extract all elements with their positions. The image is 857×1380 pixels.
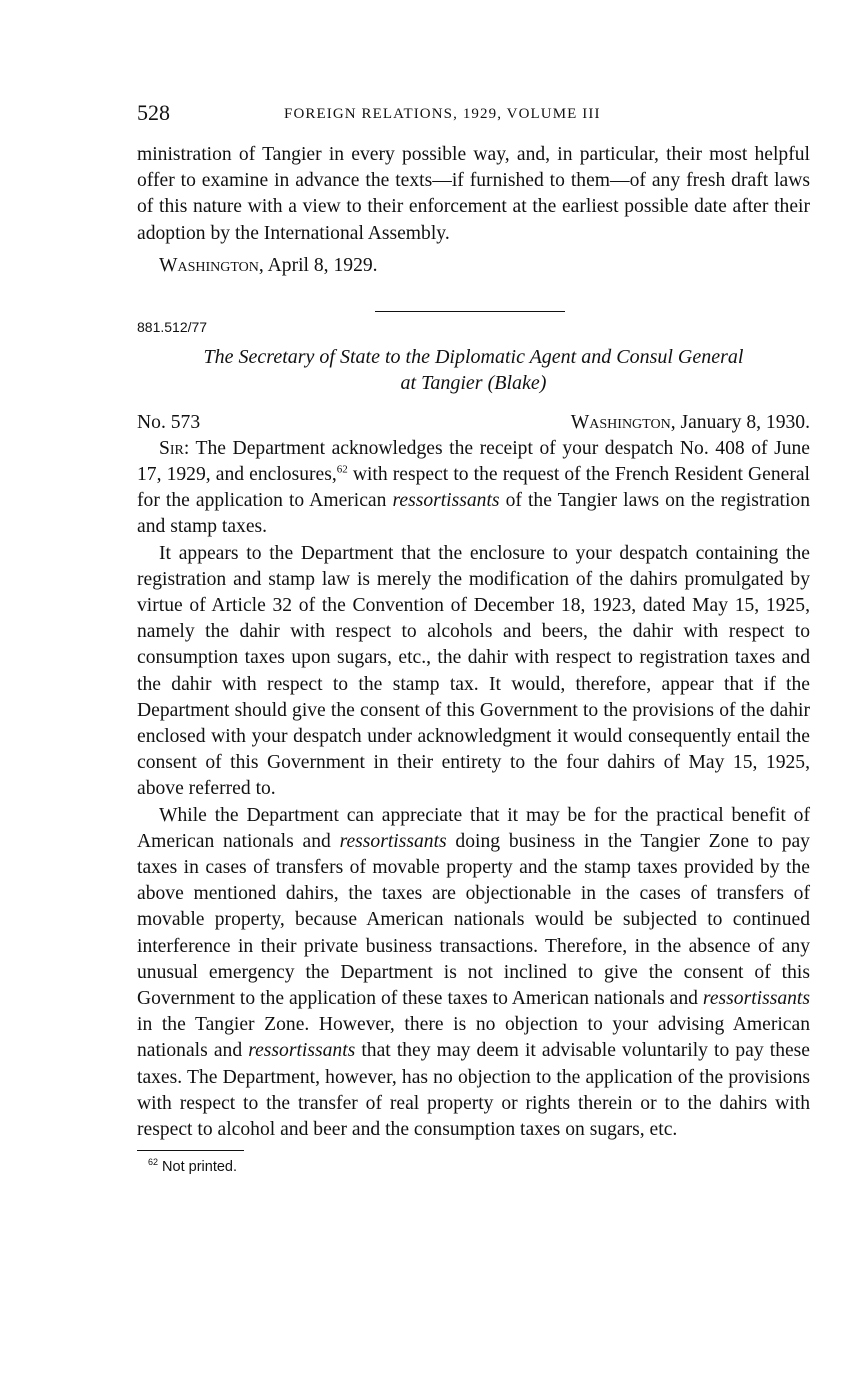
signature-line <box>159 253 810 279</box>
dateline-place: Washington <box>570 411 671 433</box>
section-divider <box>375 311 565 312</box>
dateline-place-date <box>571 410 810 436</box>
para3-text-1: While the Department can appreciate that it may be for the practical benefit of American nationals and <box>137 804 810 852</box>
footnote-reference: 62 <box>336 463 348 476</box>
document-title-line-1: The Secretary of State to the Diplomatic Agent and Consul General <box>203 345 744 368</box>
footnote-text: Not printed. <box>158 1159 238 1176</box>
dateline <box>137 410 810 436</box>
salutation: Sir <box>159 437 184 459</box>
page-number: 528 <box>137 100 170 125</box>
dateline-date: , January 8, 1930. <box>670 411 810 433</box>
para3-italic-term-3: ressortissants <box>248 1040 356 1062</box>
footnote-rule <box>137 1150 244 1151</box>
continuation-paragraph: ministration of Tangier in every possible way, and, in particular, their most helpful offer to examine in advance the texts—if furnished to them—of any fresh draft laws of this nature with a view to their enforcement at the earliest possible date after their adoption by the International Assembly. <box>137 144 810 244</box>
running-title: FOREIGN RELATIONS, 1929, VOLUME III <box>284 106 601 122</box>
para3-text-4: that they may deem it advisable voluntarily to pay these taxes. The Department, however, has no objection to the application of the provisions with respect to the transfer of real property or rights therein or to the dahirs with respect to alcohol and beer and the consumption taxes on sugars, etc. <box>137 1040 811 1141</box>
para3-text-2: doing business in the Tangier Zone to pay taxes in cases of transfers of movable property and the stamp taxes provided by the above mentioned dahirs, the taxes are objectionable in the cases of transfers of movable property, because American nationals would be subjected to continued interference in their private business transactions. Therefore, in the absence of any unusual emergency the Department is not inclined to give the consent of this Government to the application of these taxes to American nationals and <box>137 830 810 1010</box>
para3-italic-term-1: ressortissants <box>339 830 447 852</box>
signature-date: , April 8, 1929. <box>258 254 378 276</box>
body-paragraph-1 <box>137 436 810 541</box>
file-number: 881.512/77 <box>137 318 208 335</box>
para3-text-3: in the Tangier Zone. However, there is no objection to your advising American nationals and <box>137 1014 810 1062</box>
footnote <box>148 1159 810 1175</box>
body-paragraph-2: It appears to the Department that the enclosure to your despatch containing the registration and stamp law is merely the modification of the dahirs promulgated by virtue of Article 32 of the Convention of December 18, 1923, dated May 15, 1925, namely the dahir with respect to alcohols and beers, the dahir with respect to consumption taxes upon sugars, etc., the dahir with respect to registration taxes and the dahir with respect to the stamp tax. It would, therefore, appear that if the Department should give the consent of this Government to the provisions of the dahir enclosed with your despatch under acknowledgment it would consequently entail the consent of this Government in their entirety to the four dahirs of May 15, 1925, above referred to. <box>137 542 810 800</box>
document-title <box>137 344 810 396</box>
para1-text-2: with respect to the request of the French Resident General for the application to American <box>137 464 810 512</box>
body-paragraph-3 <box>137 803 810 1144</box>
para1-text-1: : The Department acknowledges the receipt of your despatch No. 408 of June 17, 1929, and enclosures, <box>137 437 810 486</box>
signature-place: Washington <box>159 254 259 276</box>
para3-italic-term-2: ressortissants <box>702 988 810 1010</box>
footnote-mark: 62 <box>148 1157 159 1168</box>
running-header <box>137 100 810 130</box>
document-page <box>137 100 810 1175</box>
despatch-number: No. 573 <box>137 411 201 433</box>
document-title-line-2: at Tangier (Blake) <box>400 371 547 394</box>
para1-text-3: of the Tangier laws on the registration and stamp taxes. <box>137 490 810 538</box>
para1-italic-term: ressortissants <box>392 490 500 512</box>
